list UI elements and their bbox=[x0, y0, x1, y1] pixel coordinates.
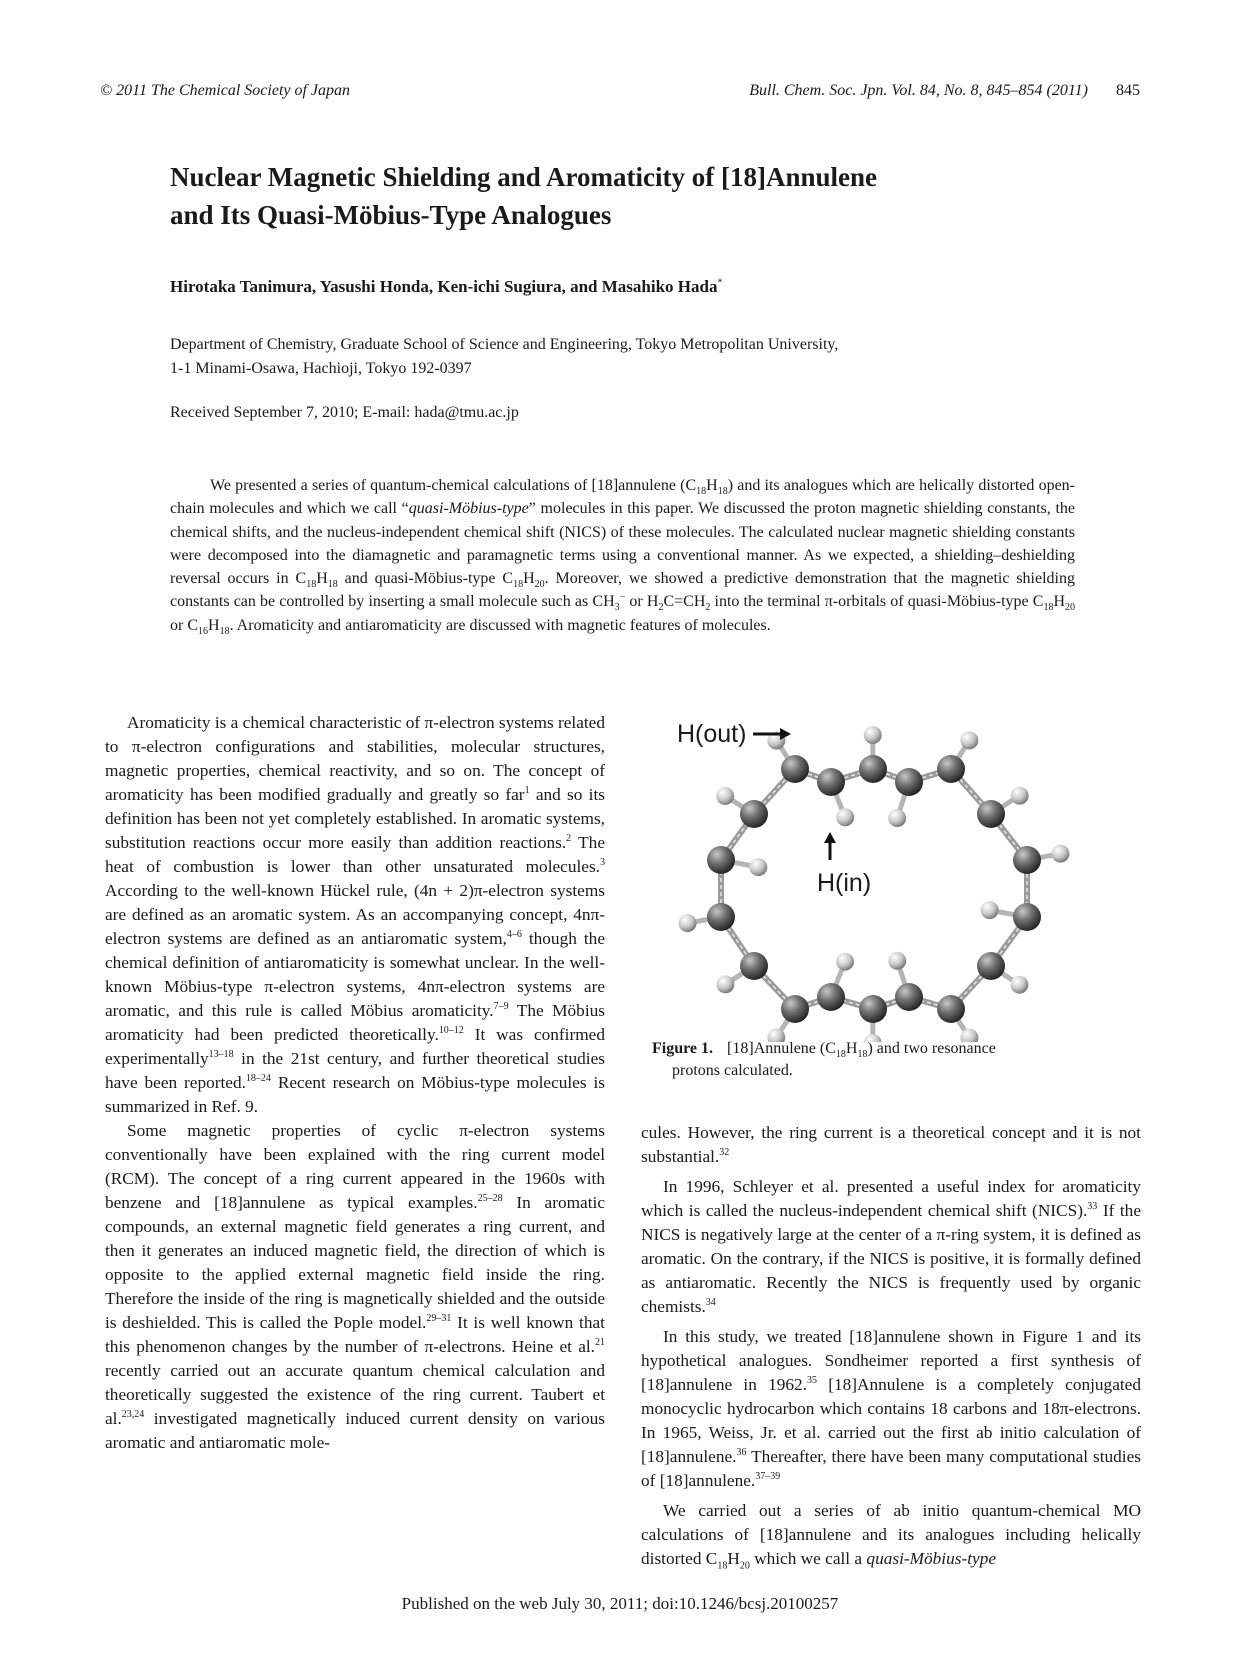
atom-layer bbox=[679, 726, 1070, 1042]
abstract-sub: 2 bbox=[705, 602, 711, 614]
hydrogen-atom bbox=[716, 787, 734, 805]
citation-ref: 4–6 bbox=[506, 929, 522, 941]
hydrogen-atom bbox=[864, 726, 882, 744]
author-names: Hirotaka Tanimura, Yasushi Honda, Ken-ichi Sugiura, and Masahiko Hada bbox=[170, 277, 718, 296]
hydrogen-atom bbox=[1051, 845, 1069, 863]
abstract-sub: 3 bbox=[614, 602, 620, 614]
abstract-text: and quasi-Möbius-type C bbox=[337, 570, 514, 588]
carbon-atom bbox=[707, 903, 735, 931]
carbon-atom bbox=[817, 983, 845, 1011]
body-text: cules. However, the ring current is a theoretical concept and it is not substantial. bbox=[641, 1123, 1141, 1166]
arrow-h-in-head bbox=[824, 832, 836, 843]
abstract-text: We presented a series of quantum-chemical calculations of [18]annulene (C bbox=[210, 477, 697, 494]
citation-ref: 36 bbox=[736, 1447, 747, 1459]
hydrogen-atom bbox=[888, 809, 906, 827]
received-line: Received September 7, 2010; E-mail: hada@tmu.ac.jp bbox=[170, 404, 519, 421]
abstract-sub: 18 bbox=[306, 579, 317, 591]
abstract-sub: 18 bbox=[513, 579, 524, 591]
body-text: In aromatic compounds, an external magnetic field generates a ring current, and then it generates an induced magnetic field, the direction of which is opposite to the applied external magnetic field inside the ring. Therefore the inside of the ring is magnetically shielded and the outside is deshielded. This is called the Pople model. bbox=[105, 1193, 605, 1332]
running-header bbox=[100, 82, 1140, 106]
citation-ref: 35 bbox=[806, 1375, 817, 1387]
paragraph-ring-current bbox=[105, 1119, 605, 1455]
body-text: We carried out a series of ab initio quantum-chemical MO calculations of [18]annulene and its analogues including helically distorted C bbox=[641, 1501, 1141, 1568]
carbon-atom bbox=[937, 755, 965, 783]
abstract-sub: 20 bbox=[534, 579, 545, 591]
paragraph-continued bbox=[641, 1121, 1141, 1169]
citation-ref: 25–28 bbox=[477, 1193, 503, 1205]
citation-ref: 3 bbox=[600, 857, 605, 869]
citation-ref: 32 bbox=[719, 1147, 730, 1159]
abstract-text: H bbox=[1053, 593, 1065, 611]
body-left-column bbox=[105, 711, 605, 1455]
citation-ref: 10–12 bbox=[438, 1025, 464, 1037]
caption-label: Figure 1. bbox=[652, 1040, 714, 1057]
citation-ref: 1 bbox=[524, 785, 530, 797]
copyright-notice: © 2011 The Chemical Society of Japan bbox=[100, 82, 351, 99]
hydrogen-atom bbox=[836, 808, 854, 826]
affiliation-line-1: Department of Chemistry, Graduate School of Science and Engineering, Tokyo Metropolitan University, bbox=[170, 336, 839, 353]
abstract bbox=[170, 474, 1075, 637]
abstract-sub: 16 bbox=[198, 625, 208, 637]
abstract-text: or H bbox=[625, 593, 659, 611]
page-number: 845 bbox=[1116, 82, 1140, 99]
abstract-sup: − bbox=[619, 592, 626, 604]
carbon-atom bbox=[859, 755, 887, 783]
label-h-out: H(out) bbox=[677, 720, 747, 748]
body-sub: 20 bbox=[739, 1560, 750, 1572]
hydrogen-atom bbox=[716, 975, 734, 993]
title-line-2: and Its Quasi-Möbius-Type Analogues bbox=[170, 200, 612, 230]
body-sub: 18 bbox=[717, 1560, 728, 1572]
carbon-atom bbox=[781, 995, 809, 1023]
body-text: If the NICS is negatively large at the center of a π-ring system, it is defined as aromatic. On the contrary, if the NICS is positive, it is formally defined as antiaromatic. Recently the NICS is frequently used by organic chemists. bbox=[641, 1201, 1141, 1316]
body-text: Recent research on Möbius-type molecules is summarized in Ref. 9. bbox=[105, 1073, 605, 1116]
abstract-sub: 18 bbox=[219, 625, 230, 637]
body-text: though the chemical definition of antiaromaticity is somewhat unclear. In the well-known Möbius-type π-electron systems, 4nπ-electron systems are aromatic, and this rule is called Möbius aromaticity. bbox=[105, 929, 605, 1020]
body-right-column bbox=[641, 1121, 1141, 1571]
body-text: It was confirmed experimentally bbox=[105, 1025, 605, 1068]
body-text: In 1996, Schleyer et al. presented a useful index for aromaticity which is called the nucleus-independent chemical shift (NICS). bbox=[641, 1177, 1141, 1220]
hydrogen-atom bbox=[888, 952, 906, 970]
caption-text: ) and two resonance bbox=[867, 1040, 996, 1057]
page-footer: Published on the web July 30, 2011; doi:10.1246/bcsj.20100257 bbox=[401, 1594, 839, 1613]
carbon-atom bbox=[977, 952, 1005, 980]
paper-title bbox=[170, 158, 1070, 234]
author-list bbox=[170, 277, 722, 297]
abstract-text: H bbox=[523, 570, 535, 588]
paragraph-nics bbox=[641, 1175, 1141, 1319]
body-italic-term: quasi-Möbius-type bbox=[866, 1549, 997, 1568]
annulene-structure-diagram bbox=[641, 712, 1141, 1042]
citation-ref: 21 bbox=[595, 1337, 605, 1349]
hydrogen-atom bbox=[960, 731, 978, 749]
citation-ref: 33 bbox=[1087, 1201, 1098, 1213]
abstract-sub: 2 bbox=[658, 602, 664, 614]
abstract-text: into the terminal π-orbitals of quasi-Möbius-type C bbox=[710, 593, 1044, 611]
abstract-sub: 18 bbox=[717, 486, 728, 498]
body-text: Aromaticity is a chemical characteristic of π-electron systems related to π-electron configurations and stabilities, molecular structures, magnetic properties, chemical reactivity, and so on. The concept of aromaticity has been modified gradually and greatly so far bbox=[105, 713, 605, 804]
journal-citation bbox=[749, 82, 1140, 100]
body-text: The Möbius aromaticity had been predicted theoretically. bbox=[105, 1001, 605, 1044]
hydrogen-atom bbox=[679, 914, 697, 932]
hydrogen-atom bbox=[749, 858, 767, 876]
body-text: The heat of combustion is lower than other unsaturated molecules. bbox=[105, 833, 605, 876]
carbon-atom bbox=[740, 800, 768, 828]
carbon-atom bbox=[817, 768, 845, 796]
hydrogen-atom bbox=[981, 901, 999, 919]
carbon-atom bbox=[1013, 846, 1041, 874]
abstract-text: H bbox=[208, 616, 220, 634]
citation-ref: 13–18 bbox=[208, 1049, 234, 1061]
paragraph-calculations bbox=[641, 1499, 1141, 1571]
paragraph-this-study bbox=[641, 1325, 1141, 1493]
citation-ref: 2 bbox=[566, 833, 572, 845]
citation-ref: 34 bbox=[705, 1297, 716, 1309]
arrow-h-out-head bbox=[780, 728, 791, 740]
carbon-atom bbox=[977, 800, 1005, 828]
caption-text: [18]Annulene (C bbox=[727, 1040, 836, 1057]
body-text: [18]Annulene is a completely conjugated monocyclic hydrocarbon which contains 18 carbons and 18π-electrons. In 1965, Weiss, Jr. et al. carried out the first ab initio calculation of [18]annulene. bbox=[641, 1375, 1141, 1466]
body-text: which we call a bbox=[749, 1549, 867, 1568]
abstract-sub: 18 bbox=[327, 579, 338, 591]
abstract-italic-term: quasi-Möbius-type bbox=[408, 500, 529, 518]
carbon-atom bbox=[895, 768, 923, 796]
body-text: Thereafter, there have been many computational studies of [18]annulene. bbox=[641, 1447, 1141, 1490]
abstract-text: H bbox=[316, 570, 328, 588]
abstract-sub: 20 bbox=[1065, 602, 1075, 614]
abstract-text: ” molecules in this paper. We discussed the proton magnetic shielding constants, the chemical shifts, and the nucleus-independent chemical shift (NICS) of these molecules. The calculated nuclear magnetic shielding constants were decomposed into the diamagnetic and paramagnetic terms using a conventional manner. As we expected, a shielding–deshielding reversal occurs in C bbox=[170, 500, 1075, 588]
caption-sub: 18 bbox=[857, 1049, 868, 1061]
affiliation bbox=[170, 333, 1070, 381]
abstract-text: ) and its analogues which are helically distorted open-chain molecules and which we call “ bbox=[170, 477, 1075, 518]
body-text: in the 21st century, and further theoretical studies have been reported. bbox=[105, 1049, 605, 1092]
body-text: It is well known that this phenomenon changes by the number of π-electrons. Heine et al. bbox=[105, 1313, 605, 1356]
citation-ref: 7–9 bbox=[493, 1001, 509, 1013]
body-text: In this study, we treated [18]annulene shown in Figure 1 and its hypothetical analogues. Sondheimer reported a first synthesis of [18]annulene in 1962. bbox=[641, 1327, 1141, 1394]
abstract-text: or C bbox=[170, 616, 198, 634]
body-text: recently carried out an accurate quantum chemical calculation and theoretically suggested the existence of the ring current. Taubert et al. bbox=[105, 1361, 605, 1428]
caption-text: H bbox=[845, 1040, 858, 1057]
body-text: investigated magnetically induced current density on various aromatic and antiaromatic mole- bbox=[105, 1409, 605, 1452]
abstract-text: H bbox=[706, 477, 718, 494]
citation-ref: 23,24 bbox=[121, 1409, 145, 1421]
abstract-text: C=CH bbox=[663, 593, 706, 611]
label-h-in: H(in) bbox=[817, 869, 872, 897]
abstract-text: . Aromaticity and antiaromaticity are discussed with magnetic features of molecules. bbox=[229, 616, 771, 634]
carbon-atom bbox=[895, 983, 923, 1011]
figure-1-molecule bbox=[641, 712, 1141, 1042]
carbon-atom bbox=[937, 995, 965, 1023]
hydrogen-atom bbox=[1010, 976, 1028, 994]
carbon-atom bbox=[707, 846, 735, 874]
abstract-sub: 18 bbox=[696, 486, 707, 498]
carbon-atom bbox=[740, 952, 768, 980]
body-text: and so its definition has been not yet completely established. In aromatic systems, substitution reactions occur more easily than addition reactions. bbox=[105, 785, 606, 852]
carbon-atom bbox=[859, 995, 887, 1023]
figure-1-caption bbox=[652, 1038, 1117, 1082]
abstract-sub: 18 bbox=[1043, 602, 1054, 614]
affiliation-line-2: 1-1 Minami-Osawa, Hachioji, Tokyo 192-0397 bbox=[170, 360, 472, 377]
body-text: According to the well-known Hückel rule, (4n + 2)π-electron systems are defined as an aromatic system. As an accompanying concept, 4nπ-electron systems are defined as an antiaromatic system, bbox=[105, 881, 605, 948]
carbon-atom bbox=[1013, 903, 1041, 931]
citation-ref: 37–39 bbox=[755, 1471, 781, 1483]
body-text: Some magnetic properties of cyclic π-electron systems conventionally have been explained with the ring current model (RCM). The concept of a ring current appeared in the 1960s with benzene and [18]annulene as typical examples. bbox=[105, 1121, 605, 1212]
caption-sub: 18 bbox=[835, 1049, 846, 1061]
corresponding-author-mark: * bbox=[717, 277, 723, 289]
citation-ref: 18–24 bbox=[245, 1073, 271, 1085]
paragraph-aromaticity bbox=[105, 711, 605, 1119]
journal-reference: Bull. Chem. Soc. Jpn. Vol. 84, No. 8, 845–854 (2011) bbox=[749, 82, 1088, 99]
abstract-text: . Moreover, we showed a predictive demonstration that the magnetic shielding constants can be controlled by inserting a small molecule such as CH bbox=[170, 570, 1075, 611]
title-line-1: Nuclear Magnetic Shielding and Aromaticity of [18]Annulene bbox=[170, 162, 877, 192]
carbon-atom bbox=[781, 755, 809, 783]
hydrogen-atom bbox=[1011, 787, 1029, 805]
caption-text-line-2: protons calculated. bbox=[672, 1062, 793, 1079]
hydrogen-atom bbox=[836, 953, 854, 971]
citation-ref: 29–31 bbox=[426, 1313, 452, 1325]
body-text: H bbox=[727, 1549, 740, 1568]
